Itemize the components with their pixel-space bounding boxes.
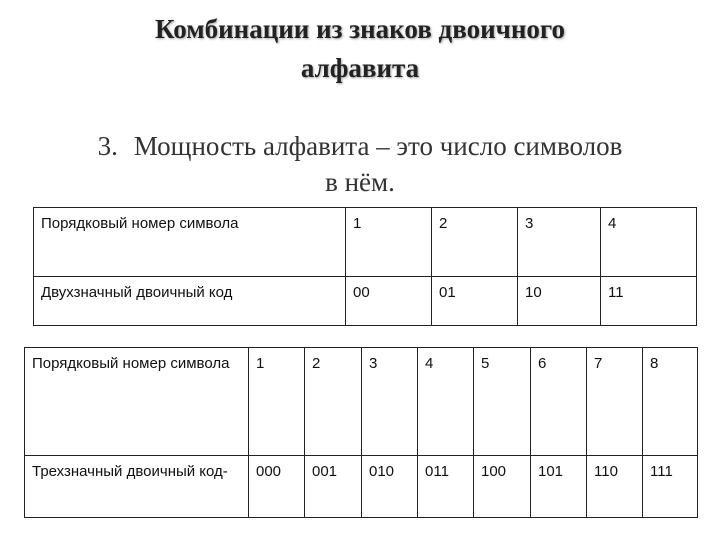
slide-title-line1: Комбинации из знаков двоичного	[154, 14, 566, 44]
row-label: Двухзначный двоичный код	[34, 277, 346, 326]
table-cell: 1	[346, 208, 432, 277]
table-cell: 1	[249, 348, 305, 456]
slide-title-line2: алфавита	[300, 53, 420, 83]
table-cell: 2	[432, 208, 518, 277]
table-row	[34, 208, 697, 277]
table-cell: 00	[346, 277, 432, 326]
table-row	[34, 277, 697, 326]
table-cell: 7	[587, 348, 643, 456]
table-cell: 001	[305, 456, 362, 518]
table-cell: 011	[418, 456, 474, 518]
table-cell: 3	[362, 348, 418, 456]
table-cell: 4	[601, 208, 697, 277]
table-row	[25, 456, 698, 518]
subtitle	[30, 128, 690, 200]
subtitle-number: 3.	[97, 131, 118, 161]
slide-title	[0, 10, 720, 88]
row-label: Трехзначный двоичный код-	[25, 456, 249, 518]
row-label: Порядковый номер символа	[25, 348, 249, 456]
table-cell: 000	[249, 456, 305, 518]
two-bit-code-table	[33, 207, 697, 326]
table-cell: 101	[531, 456, 587, 518]
table-row	[25, 348, 698, 456]
table-cell: 01	[432, 277, 518, 326]
subtitle-line1: Мощность алфавита – это число символов	[133, 131, 623, 161]
table-cell: 4	[418, 348, 474, 456]
subtitle-line2: в нём.	[325, 167, 395, 197]
row-label: Порядковый номер символа	[34, 208, 346, 277]
table-cell: 8	[643, 348, 698, 456]
table-cell: 110	[587, 456, 643, 518]
table-cell: 010	[362, 456, 418, 518]
three-bit-code-table	[24, 347, 698, 518]
table-cell: 2	[305, 348, 362, 456]
table-cell: 10	[518, 277, 601, 326]
table-cell: 6	[531, 348, 587, 456]
table-cell: 5	[474, 348, 531, 456]
table-cell: 111	[643, 456, 698, 518]
table-cell: 3	[518, 208, 601, 277]
table-cell: 11	[601, 277, 697, 326]
table-cell: 100	[474, 456, 531, 518]
